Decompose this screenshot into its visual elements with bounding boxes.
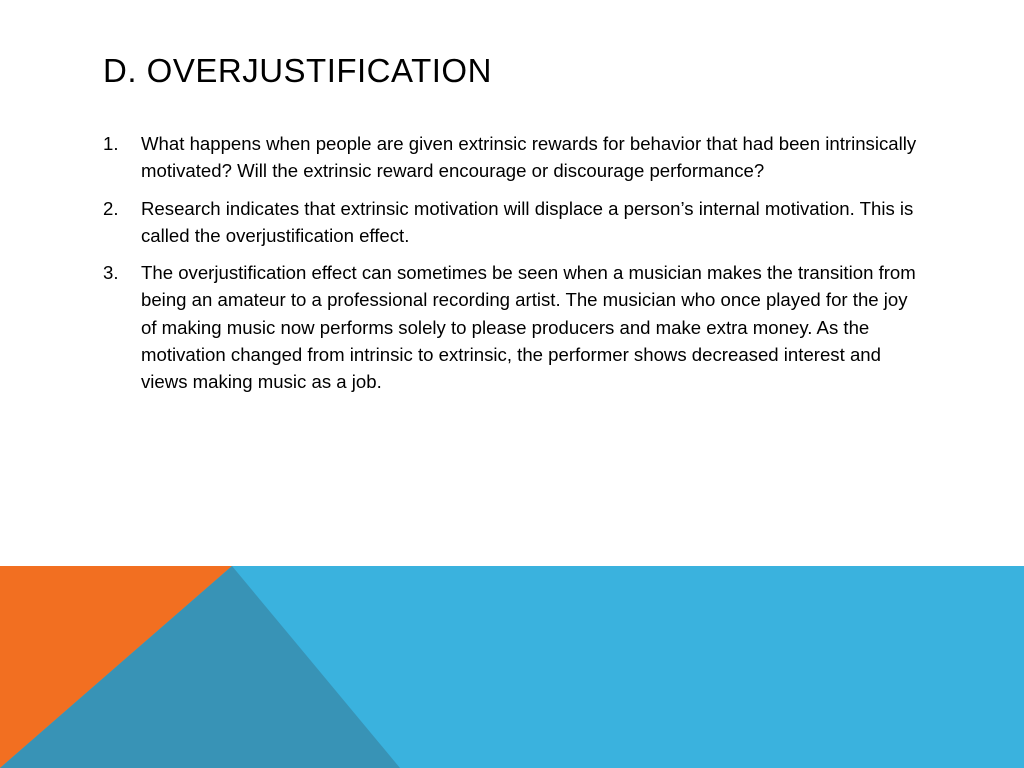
bullet-list xyxy=(103,130,923,406)
list-item-number: 3. xyxy=(103,262,119,284)
slide-title: D. OVERJUSTIFICATION xyxy=(103,52,492,89)
decorative-footer-shapes xyxy=(0,566,1024,768)
list-item xyxy=(103,259,923,395)
list-item xyxy=(103,195,923,250)
list-item-text: What happens when people are given extrinsic rewards for behavior that had been intrinsically motivated? Will the extrinsic reward encourage or discourage performance? xyxy=(141,133,917,182)
list-item xyxy=(103,130,923,185)
list-item-text: Research indicates that extrinsic motivation will displace a person’s internal motivation. This is called the overjustification effect. xyxy=(141,197,914,246)
list-item-number: 2. xyxy=(103,197,119,219)
list-item-number: 1. xyxy=(103,133,119,154)
list-item-text: The overjustification effect can sometimes be seen when a musician makes the transition from being an amateur to a professional recording artist. The musician who once played for the joy of making music now performs solely to please producers and make extra money. As the motivation changed from intrinsic to extrinsic, the performer shows decreased interest and views making music as a job. xyxy=(141,262,916,393)
